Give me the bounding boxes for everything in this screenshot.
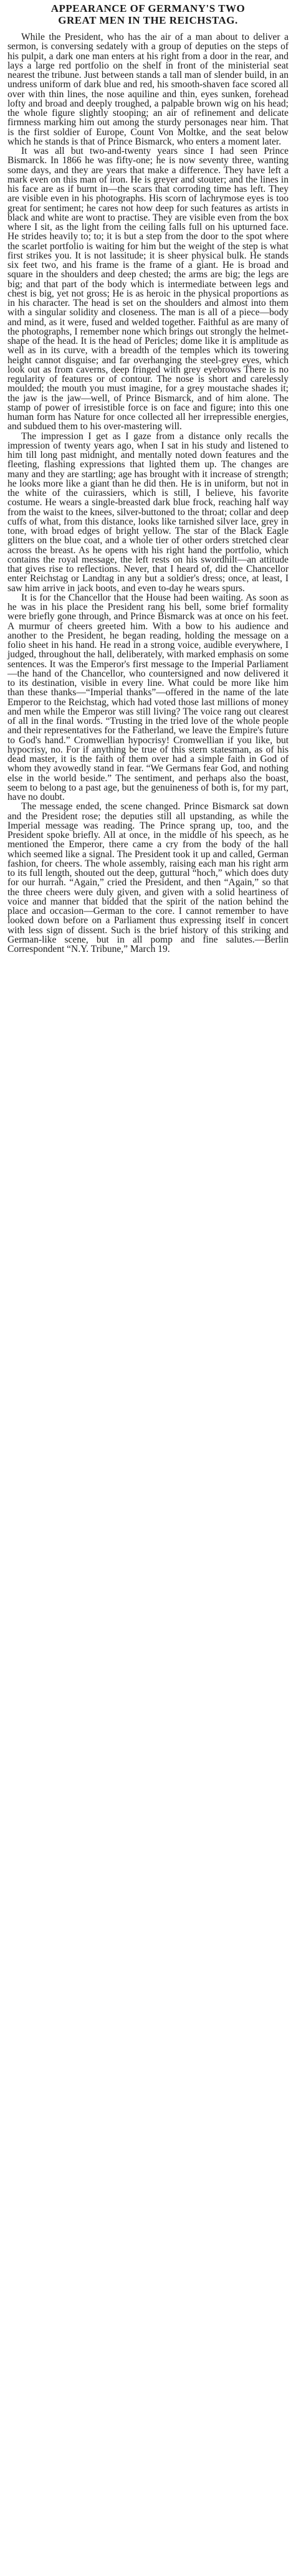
clipped-left-edge — [0, 0, 2, 2576]
article-column — [7, 2, 289, 954]
article-paragraph: While the President, who has the air of a man about to deliver a sermon, is conversing sedately with a group of deputies on the steps of his pulpit, a dark one man enters at his right from a door in the rear, and lays a large red portfolio on the shelf in front of the ministerial seat nearest the tribune. Just between stands a tall man of slender build, in an undress uniform of dark blue and red, his smooth-shaven face scored all over with thin lines, the nose aquiline and thin, eyes sunken, forehead lofty and broad and deeply troughed, a palpable brown wig on his head; the whole figure slightly stooping; an air of refinement and delicate firmness marking him out among the sturdy personages near him. That is the first soldier of Europe, Count Von Moltke, and the seat below which he stands is that of Prince Bismarck, who enters a moment later. — [7, 32, 289, 147]
headline-line-1: APPEARANCE OF GERMANY'S TWO — [50, 2, 246, 14]
article-paragraph: It is for the Chancellor that the House had been waiting. As soon as he was in his place the President rang his bell, some brief formality were briefly gone through, and Prince Bismarck was at once on his feet. A murmur of cheers greeted him. With a bow to his audience and another to the President, he began reading, holding the message on a folio sheet in his hand. He read in a strong voice, audible everywhere, I judged, throughout the hall, deliberately, with marked emphasis on some sentences. It was the Emperor's first message to the Imperial Parliament—the hand of the Chancellor, who countersigned and now delivered it to its destination, visible in every line. What could be more like him than these thanks—“Imperial thanks”—offered in the name of the late Emperor to the Reichstag, which had voted those last millions of money and men while the Emperor was still living? The voice rang out clearest of all in the final words. “Trusting in the tried love of the whole people and their representatives for the Fatherland, we leave the Empire's future to God's hand.” Cromwellian hypocrisy! Cromwellian if you like, but hypocrisy, no. For if anything be true of this stern statesman, as of his dead master, it is the faith of them over had a simple faith in God of whom they avowedly stand in fear. “We Germans fear God, and nothing else in the world beside.” The sentiment, and perhaps also the boast, seem to belong to a past age, but the genuineness of both is, for my part, have no doubt. — [7, 592, 289, 802]
headline-line-2: GREAT MEN IN THE REICHSTAG. — [58, 14, 238, 26]
article-paragraph: It was all but two-and-twenty years since I had seen Prince Bismarck. In 1866 he was fifty-one; he is now seventy three, wanting some days, and they are years that make a difference. They have left a mark even on this man of iron. He is greyer and stouter; and the lines in his face are as if burnt in—the scars that corroding time has left. They are visible even in his photographs. His scorn of lachrymose eyes is too great for sentiment; he cares not how deep for such features as artists in black and white are wont to practise. They are visible even from the box where I sit, as the light from the ceiling falls full on his upturned face. He strides heavily to; to; it is but a step from the door to the spot where the scarlet portfolio is waiting for him but the weight of the step is what first strikes you. It is not lassitude; it is sheer physical bulk. He stands six feet two, and his frame is the frame of a giant. He is broad and square in the shoulders and deep chested; the arms are big; the legs are big; and that part of the body which is intermediate between legs and chest is big, yet not gross; He is as heroic in the physical proportions as in his character. The head is set on the shoulders and almost into them with a singular solidity and closeness. The man is all of a piece—body and mind, as it were, fused and welded together. Faithful as are many of the photographs, I remember none which brings out strongly the helmet-shape of the head. It is the head of Pericles; dome like it is amplitude as well as in its curve, with a breadth of the temples which its towering height cannot disguise; and far overhanging the steel-grey eyes, which look out as from caverns, deep fringed with grey eyebrows There is no regularity of features or of contour. The nose is short and carelessly moulded; the mouth you must imagine, for a grey moustache shades it; the jaw is the jaw—well, of Prince Bismarck, and of him alone. The stamp of power of irresistible force is on face and figure; into this one human form has Nature for once collected all her irrepressible energies, and subdued them to his over-mastering will. — [7, 146, 289, 432]
article-paragraph: The message ended, the scene changed. Prince Bismarck sat down and the President rose; the deputies still all upstanding, as while the Imperial message was reading. The Prince sprang up, too, and the President spoke briefly. All at once, in the middle of his speech, as he mentioned the Emperor, there came a cry from the body of the hall which seemed like a signal. The President took it up and called, German fashion, for cheers. The whole assembly, raising each man his right arm to its full length, shouted out the deep, guttural “hoch,” which does duty for our hurrah. “Again,” cried the President, and then “Again,” so that the three cheers were duly given, and given with a solid heartiness of voice and manner that bidded that the spirit of the nation behind the place and occasion—German to the core. I cannot remember to have looked down before on a Parliament thus expressing itself in concert with less sign of dissent. Such is the brief history of this striking and German-like scene, but in all pomp and fine salutes.—Berlin Correspondent “N.Y. Tribune,” March 19. — [7, 801, 289, 954]
article-paragraph: The impression I get as I gaze from a distance only recalls the impression of twenty years ago, when I sat in his study and listened to him till long past midnight, and mentally noted down features and the fleeting, flashing expressions that lighted them up. The changes are many and they are startling; age has brought with it increase of strength; he looks more like a giant than he did then. He is in uniform, but not in the white of the cuirassiers, which is still, I believe, his favorite costume. He wears a single-breasted dark blue frock, reaching half way from the waist to the knees, silver-buttoned to the throat; collar and deep cuffs of what, from this distance, looks like tarnished silver lace, grey in tone, with broad edges of bright yellow. The star of the Black Eagle glitters on the blue coat, and a whole tier of other orders stretched clear across the breast. As he opens with his right hand the portfolio, which contains the royal message, the left rests on his swordhilt—an attitude that gives rise to reflections. Never, that I heard of, did the Chancellor enter Reichstag or Landtag in any but a soldier's dress; once, at least, I saw him arrive in jack boots, and even to-day he wears spurs. — [7, 430, 289, 594]
article-headline — [7, 2, 289, 26]
